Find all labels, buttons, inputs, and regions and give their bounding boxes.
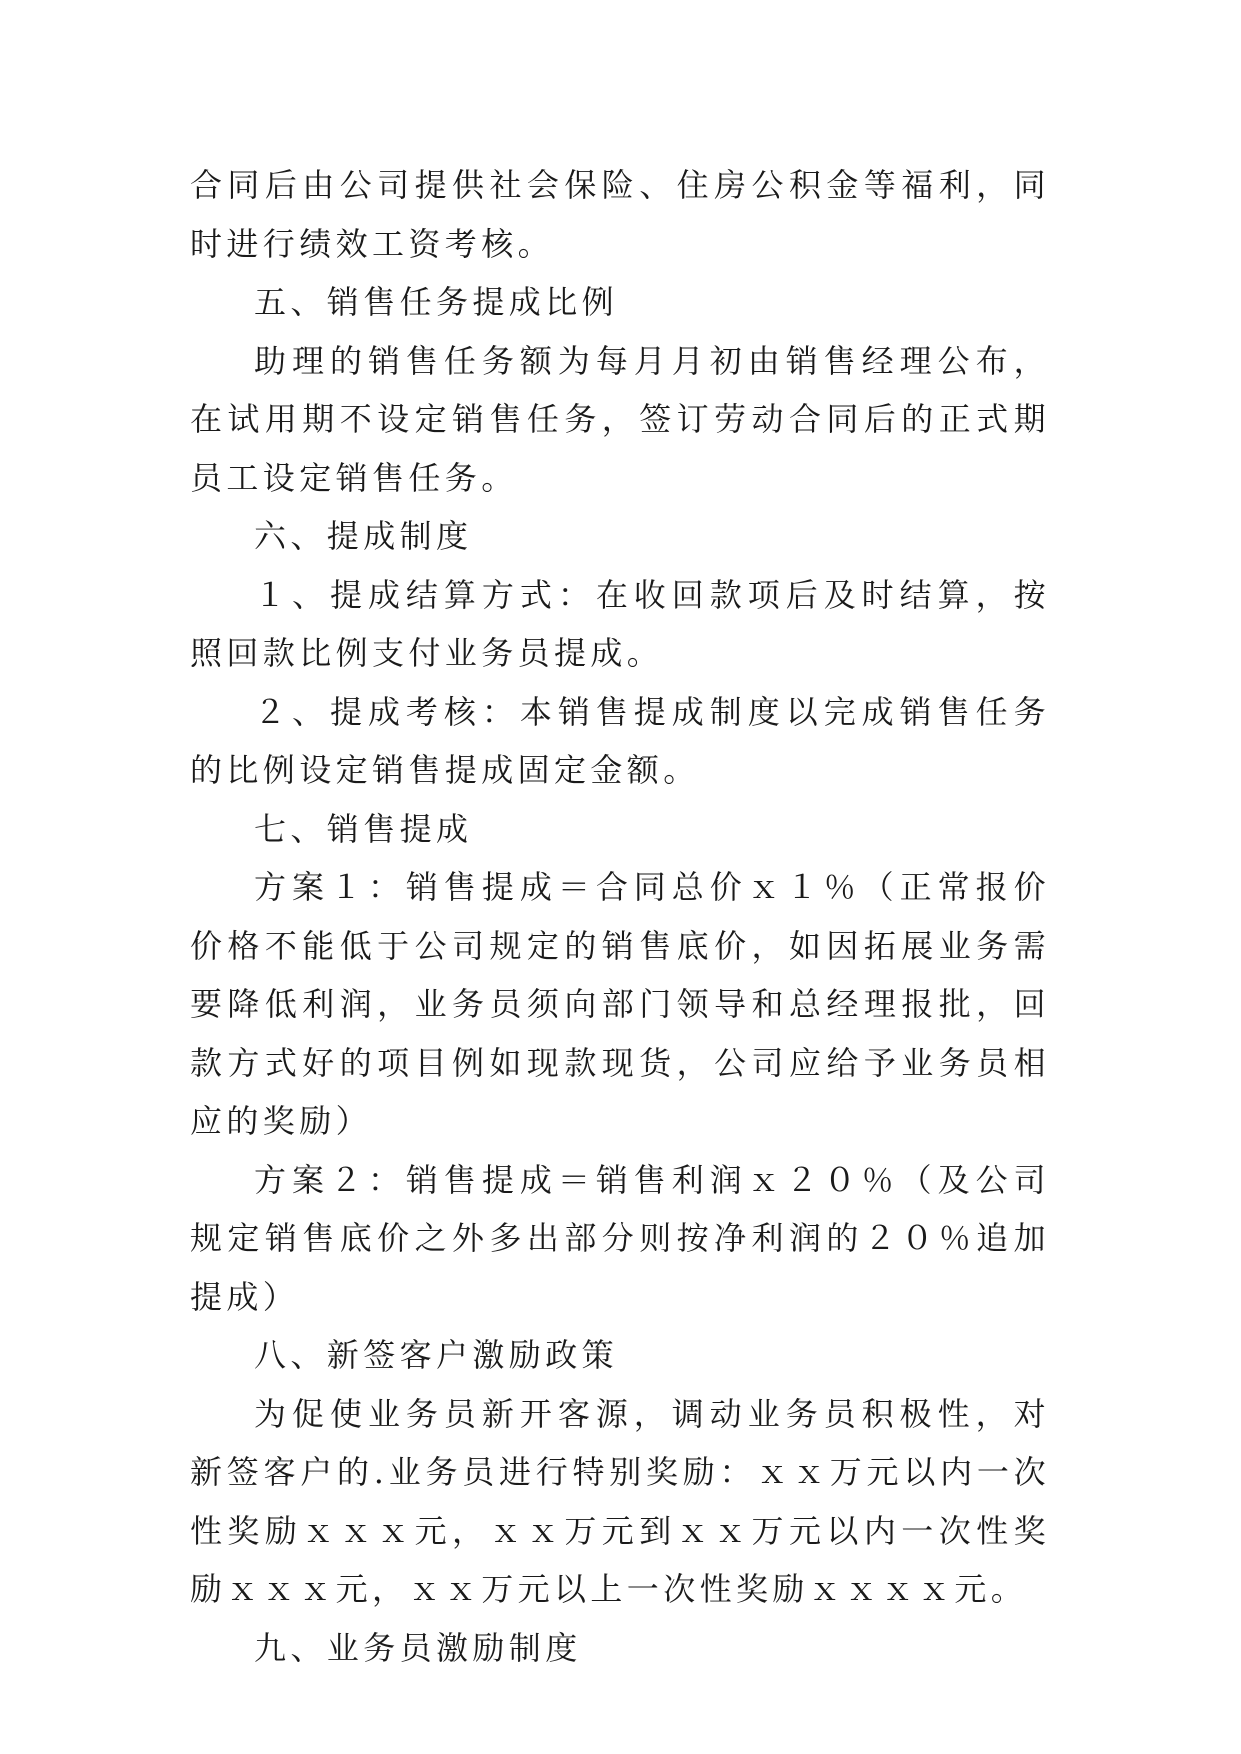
section-heading-9: 九、业务员激励制度 [254,1628,582,1667]
paragraph-new-client-incentive: 为促使业务员新开客源，调动业务员积极性，对新签客户的.业务员进行特别奖励：ｘｘ万元以内一次性奖励ｘｘｘ元，ｘｘ万元到ｘｘ万元以内一次性奖励ｘｘｘ元，ｘｘ万元以上一次性奖励ｘｘｘｘ元。 [190,1394,1050,1608]
section-heading-8: 八、新签客户激励政策 [254,1336,619,1374]
section-heading-5: 五、销售任务提成比例 [254,283,619,321]
section-heading-6: 六、提成制度 [254,517,473,555]
section-heading-7: 七、销售提成 [254,809,473,848]
paragraph-settlement-method: １、提成结算方式：在收回款项后及时结算，按照回款比例支付业务员提成。 [190,575,1050,672]
paragraph-plan-2: 方案２：销售提成＝销售利润ｘ２０％（及公司规定销售底价之外多出部分则按净利润的２０％追加提成） [190,1160,1050,1316]
paragraph-plan-1: 方案１：销售提成＝合同总价ｘ１％（正常报价价格不能低于公司规定的销售底价，如因拓展业务需要降低利润，业务员须向部门领导和总经理报批，回款方式好的项目例如现款现货，公司应给予业务员相应的奖励） [190,868,1050,1140]
paragraph-commission-assessment: ２、提成考核：本销售提成制度以完成销售任务的比例设定销售提成固定金额。 [190,692,1050,789]
paragraph-benefits-continued: 合同后由公司提供社会保险、住房公积金等福利，同时进行绩效工资考核。 [190,166,1050,263]
paragraph-sales-task: 助理的销售任务额为每月月初由销售经理公布，在试用期不设定销售任务，签订劳动合同后的正式期员工设定销售任务。 [190,341,1050,497]
document-body [190,156,1050,1677]
